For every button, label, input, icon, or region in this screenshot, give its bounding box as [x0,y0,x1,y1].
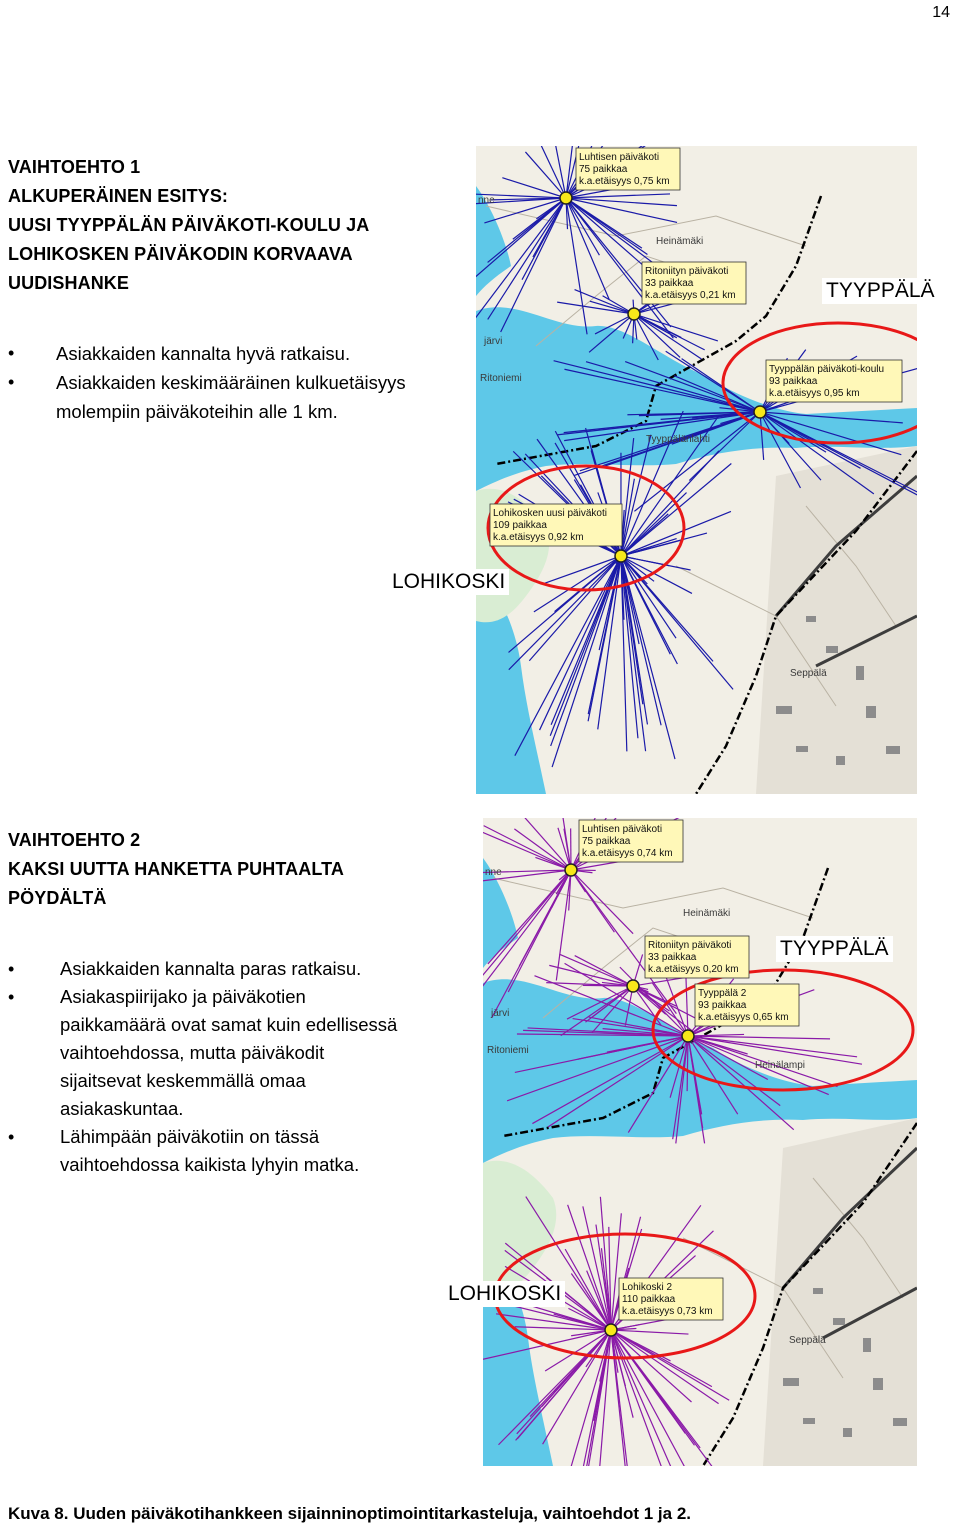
heading-line: KAKSI UUTTA HANKETTA PUHTAALTA [8,859,344,879]
daycare-marker-icon [605,1324,617,1336]
bullet-item: • Lähimpään päiväkotiin on tässä vaihtoehdossa kaikista lyhyin matka. [8,1123,397,1179]
place-name-label: Seppälä [790,668,827,679]
daycare-info-text: k.a.etäisyys 0,92 km [493,532,584,543]
daycare-marker-icon [615,550,627,562]
daycare-info-text: 33 paikkaa [648,952,697,963]
daycare-info-text: Ritoniityn päiväkoti [648,940,732,951]
place-name-label: nne [485,867,502,878]
daycare-info-text: 110 paikkaa [622,1294,676,1305]
daycare-info-text: k.a.etäisyys 0,73 km [622,1306,713,1317]
heading-line: PÖYDÄLTÄ [8,888,107,908]
daycare-info-text: Tyyppälän päiväkoti-koulu [769,364,885,375]
section1-heading [8,153,369,298]
place-name-label: Heinämäki [656,236,704,247]
daycare-info-text: Lohikoski 2 [622,1282,673,1293]
daycare-info-text: k.a.etäisyys 0,20 km [648,964,739,975]
place-name-label: Ritoniemi [480,373,522,384]
map-vaihtoehto-1 [476,146,917,794]
daycare-info-text: k.a.etäisyys 0,21 km [645,290,736,301]
area-label-tyyppala-2: TYYPPÄLÄ [776,936,893,962]
daycare-info-text: Luhtisen päiväkoti [579,152,660,163]
daycare-info-text: Tyyppälä 2 [698,988,747,999]
daycare-info-text: k.a.etäisyys 0,95 km [769,388,860,399]
daycare-info-text: k.a.etäisyys 0,65 km [698,1012,789,1023]
place-name-label: Heinämäki [683,908,731,919]
daycare-info-text: Lohikosken uusi päiväkoti [493,508,607,519]
place-name-label: Ritoniemi [487,1045,529,1056]
daycare-info-text: 109 paikkaa [493,520,547,531]
heading-line: ALKUPERÄINEN ESITYS: [8,186,229,206]
daycare-info-text: 93 paikkaa [769,376,818,387]
bullet-item: • Asiakkaiden kannalta hyvä ratkaisu. [8,339,406,368]
bullet-item: • Asiakkaiden kannalta paras ratkaisu. [8,955,397,983]
daycare-marker-icon [560,192,572,204]
place-name-label: järvi [484,336,503,347]
bullet-item: • Asiakaspiirijako ja päiväkotien paikkamäärä ovat samat kuin edellisessä vaihtoehdossa, mutta päiväkodit sijaitsevat keskemmällä omaa asiakaskuntaa. [8,983,397,1123]
place-name-label: Seppälä [789,1335,826,1346]
daycare-marker-icon [682,1030,694,1042]
daycare-marker-icon [627,980,639,992]
heading-line: UUSI TYYPPÄLÄN PÄIVÄKOTI-KOULU JA [8,215,370,235]
map1-canvas [476,146,917,794]
area-label-lohikoski-1: LOHIKOSKI [388,569,509,595]
heading-line: LOHIKOSKEN PÄIVÄKODIN KORVAAVA [8,244,353,264]
place-name-label: Tyyppälänlahti [646,434,710,445]
daycare-info-text: 93 paikkaa [698,1000,747,1011]
area-label-lohikoski-2: LOHIKOSKI [444,1281,565,1307]
heading-line: UUDISHANKE [8,273,130,293]
place-name-label: nne [478,195,495,206]
daycare-marker-icon [565,864,577,876]
map-vaihtoehto-2 [483,818,917,1466]
daycare-info-text: 33 paikkaa [645,278,694,289]
daycare-info-text: 75 paikkaa [579,164,628,175]
daycare-info-text: k.a.etäisyys 0,75 km [579,176,670,187]
map2-canvas [483,818,917,1466]
daycare-info-text: 75 paikkaa [582,836,631,847]
place-name-label: Heinälampi [755,1060,806,1071]
section2-bullets [8,955,397,1179]
section2-heading [8,826,344,913]
daycare-info-text: Ritoniityn päiväkoti [645,266,729,277]
section1-bullets [8,339,406,426]
figure-caption: Kuva 8. Uuden päiväkotihankkeen sijainninoptimointitarkasteluja, vaihtoehdot 1 ja 2. [8,1504,691,1523]
daycare-marker-icon [754,406,766,418]
area-label-tyyppala-1: TYYPPÄLÄ [822,278,939,304]
heading-line: VAIHTOEHTO 2 [8,830,141,850]
daycare-info-text: Luhtisen päiväkoti [582,824,663,835]
daycare-info-text: k.a.etäisyys 0,74 km [582,848,673,859]
daycare-marker-icon [628,308,640,320]
page-number: 14 [932,4,950,21]
bullet-item: • Asiakkaiden keskimääräinen kulkuetäisyys molempiin päiväkoteihin alle 1 km. [8,368,406,426]
place-name-label: järvi [491,1008,510,1019]
heading-line: VAIHTOEHTO 1 [8,157,141,177]
